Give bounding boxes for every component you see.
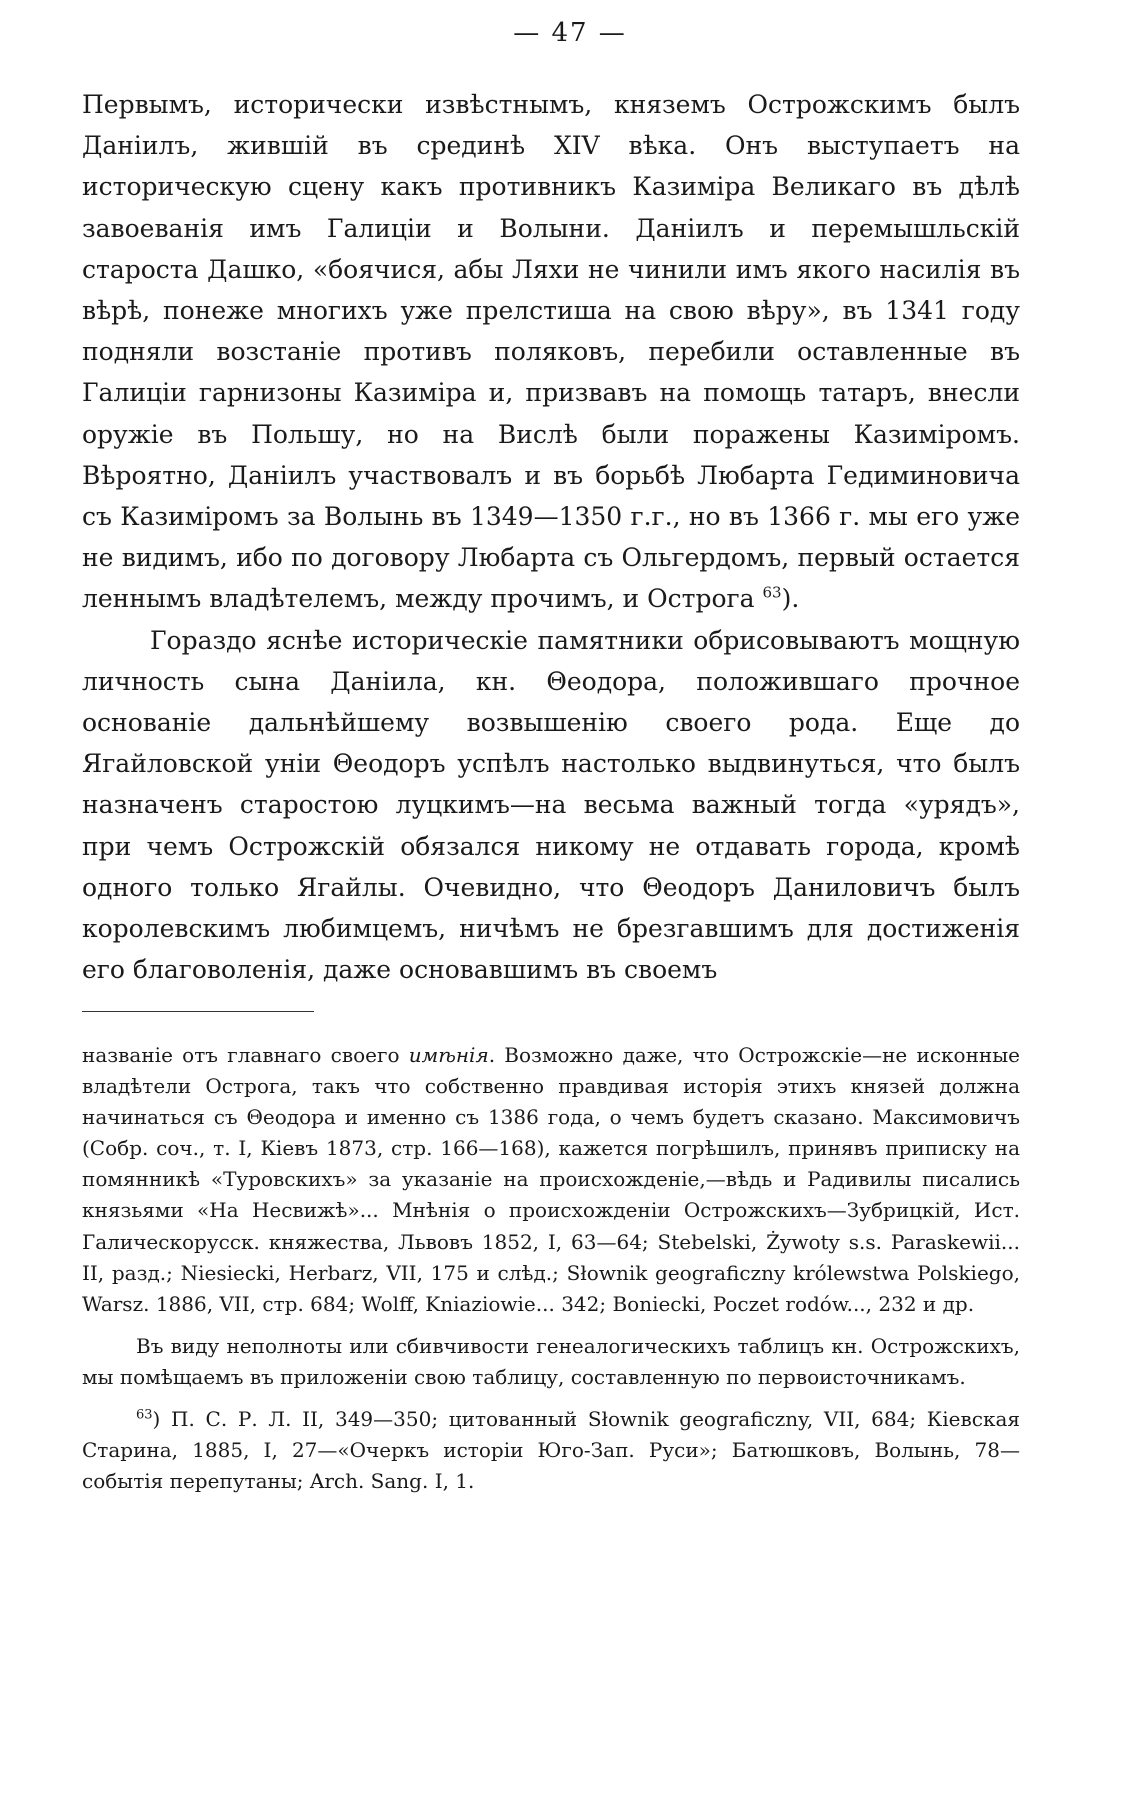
footnote-number: 63 <box>136 1407 153 1423</box>
footnote-reference[interactable]: 63 <box>762 584 782 603</box>
main-paragraph-1 <box>82 84 1020 620</box>
footnote-63 <box>82 1404 1020 1497</box>
footnote-text: названіе отъ главнаго своего <box>82 1043 409 1067</box>
page-number: — 47 — <box>513 18 627 48</box>
footnote-tables-note: Въ виду неполноты или сбивчивости генеалогическихъ таблицъ кн. Острожскихъ, мы помѣщаемъ въ приложеніи свою таблицу, составленную по первоисточникамъ. <box>82 1333 1020 1389</box>
footnote-text: ) П. С. Р. Л. II, 349—350; цитованный Słownik geograficzny, VII, 684; Кіевская Старина, 1885, I, 27—«Очеркъ исторіи Юго-Зап. Руси»; Батюшковъ, Волынь, 78—событія перепутаны; Arch. Sang. I, 1. <box>82 1407 1020 1494</box>
footnote-divider <box>82 1011 314 1012</box>
main-text <box>82 84 1020 990</box>
main-paragraph-2: Гораздо яснѣе историческіе памятники обрисовываютъ мощную личность сына Даніила, кн. Θеодора, положившаго прочное основаніе дальнѣйшему возвышенію своего рода. Еще до Ягайловской уніи Θеодоръ успѣлъ настолько выдвинуться, что былъ назначенъ старостою луцкимъ—на весьма важный тогда «урядъ», при чемъ Острожскій обязался никому не отдавать города, кромѣ одного только Ягайлы. Очевидно, что Θеодоръ Даниловичъ былъ королевскимъ любимцемъ, ничѣмъ не брезгавшимъ для достиженія его благоволенія, даже основавшимъ въ своемъ <box>82 625 1020 985</box>
footnote-italic-word: имѣнія <box>408 1043 489 1067</box>
footnotes <box>82 1040 1020 1497</box>
paragraph-text: Первымъ, исторически извѣстнымъ, княземъ Острожскимъ былъ Даніилъ, жившій въ срединѣ XIV вѣка. Онъ выступаетъ на историческую сцену какъ противникъ Казиміра Великаго въ дѣлѣ завоеванія имъ Галиціи и Волыни. Даніилъ и перемышльскій староста Дашко, «боячися, абы Ляхи не чинили имъ якого насилія въ вѣрѣ, понеже многихъ уже прелстиша на свою вѣру», въ 1341 году подняли возстаніе противъ поляковъ, перебили оставленные въ Галиціи гарнизоны Казиміра и, призвавъ на помощь татаръ, внесли оружіе въ Польшу, но на Вислѣ были поражены Казиміромъ. Вѣроятно, Даніилъ участвовалъ и въ борьбѣ Любарта Гедиминовича съ Казиміромъ за Волынь въ 1349—1350 г.г., но въ 1366 г. мы его уже не видимъ, ибо по договору Любарта съ Ольгердомъ, первый остается леннымъ владѣтелемъ, между прочимъ, и Острога <box>82 90 1020 614</box>
paragraph-text-end: ). <box>781 584 800 614</box>
footnote-text: . Возможно даже, что Острожскіе—не исконные владѣтели Острога, такъ что собственно правдивая исторія этихъ князей должна начинаться съ Θеодора и именно съ 1386 года, о чемъ будетъ сказано. Максимовичъ (Собр. соч., т. I, Кіевъ 1873, стр. 166—168), кажется погрѣшилъ, принявъ приписку на помянникѣ «Туровскихъ» за указаніе на происхожденіе,—вѣдь и Радивилы писались князьями «На Несвижѣ»... Мнѣнія о происхожденіи Острожскихъ—Зубрицкій, Ист. Галическорусск. княжества, Львовъ 1852, I, 63—64; Stebelski, Żywoty s.s. Paraskewii... II, разд.; Niesiecki, Herbarz, VII, 175 и слѣд.; Słownik geograficzny królewstwa Polskiego, Warsz. 1886, VII, стр. 684; Wolff, Kniaziowie... 342; Boniecki, Poczet rodów..., 232 и др. <box>82 1043 1020 1316</box>
footnote-continued <box>82 1040 1020 1320</box>
